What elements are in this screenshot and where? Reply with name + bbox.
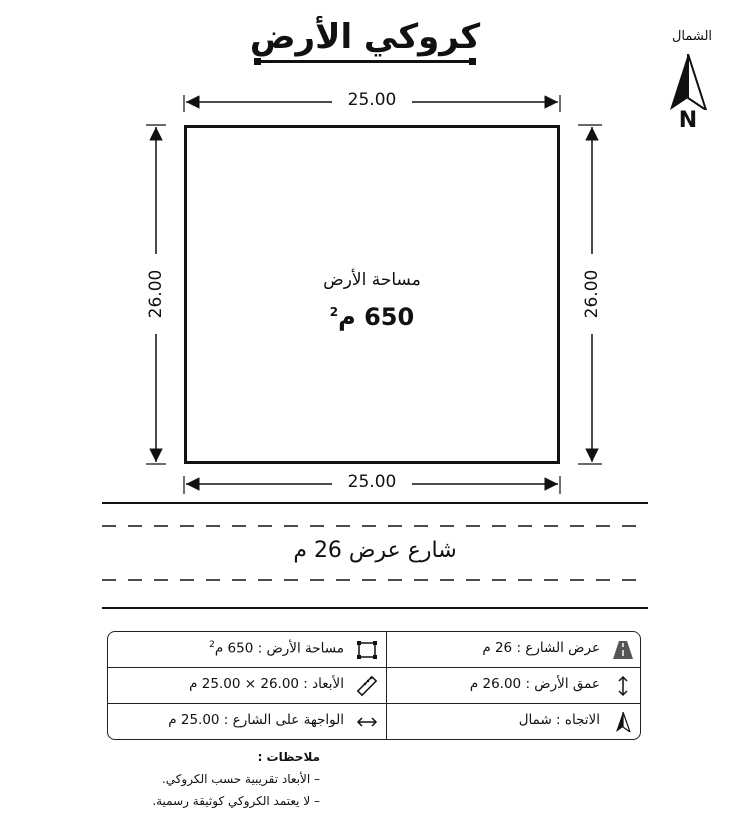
plot-boundary — [184, 125, 560, 464]
dimension-bottom: 25.00 — [332, 472, 412, 492]
north-letter: N — [678, 108, 698, 133]
dimension-right: 26.00 — [582, 254, 602, 334]
dimension-left: 26.00 — [146, 254, 166, 334]
info-depth-text: عمق الأرض : 26.00 م — [469, 676, 600, 692]
info-cell-street-width — [387, 632, 641, 668]
info-area-text: مساحة الأرض : 650 م$^2$ — [209, 640, 344, 657]
info-table — [107, 631, 641, 740]
notes-title: ملاحظات : — [257, 750, 320, 764]
street-label: شارع عرض 26 م — [293, 538, 457, 563]
road-icon — [612, 639, 634, 661]
vertical-arrows-icon — [612, 675, 634, 697]
info-cell-area — [108, 632, 386, 668]
ruler-icon — [356, 675, 378, 697]
horizontal-arrows-icon — [356, 711, 378, 733]
north-arrow-icon — [612, 711, 634, 733]
info-street-width-text: عرض الشارع : 26 م — [482, 640, 600, 656]
info-frontage-text: الواجهة على الشارع : 25.00 م — [168, 712, 344, 728]
info-column-right — [387, 632, 641, 739]
info-column-left — [108, 632, 387, 739]
north-label: الشمال — [671, 29, 713, 44]
area-superscript: 2 — [329, 305, 339, 319]
info-dimensions-text: الأبعاد : 26.00 × 25.00 م — [189, 676, 344, 692]
info-cell-frontage — [108, 704, 386, 740]
area-number: 650 — [364, 303, 415, 331]
note-item: – الأبعاد تقريبية حسب الكروكي. — [161, 772, 320, 786]
area-unit: م — [338, 303, 356, 331]
area-icon — [356, 639, 378, 661]
notes — [110, 746, 320, 812]
dimension-top: 25.00 — [332, 90, 412, 110]
info-cell-dimensions — [108, 668, 386, 704]
info-direction-text: الاتجاه : شمال — [518, 712, 600, 728]
info-cell-direction — [387, 704, 641, 740]
area-label: مساحة الأرض — [323, 270, 421, 290]
note-item: – لا يعتمد الكروكي كوثيقة رسمية. — [152, 794, 320, 808]
info-cell-depth — [387, 668, 641, 704]
area-value — [292, 303, 452, 331]
page-title: كروكي الأرض — [249, 17, 481, 57]
